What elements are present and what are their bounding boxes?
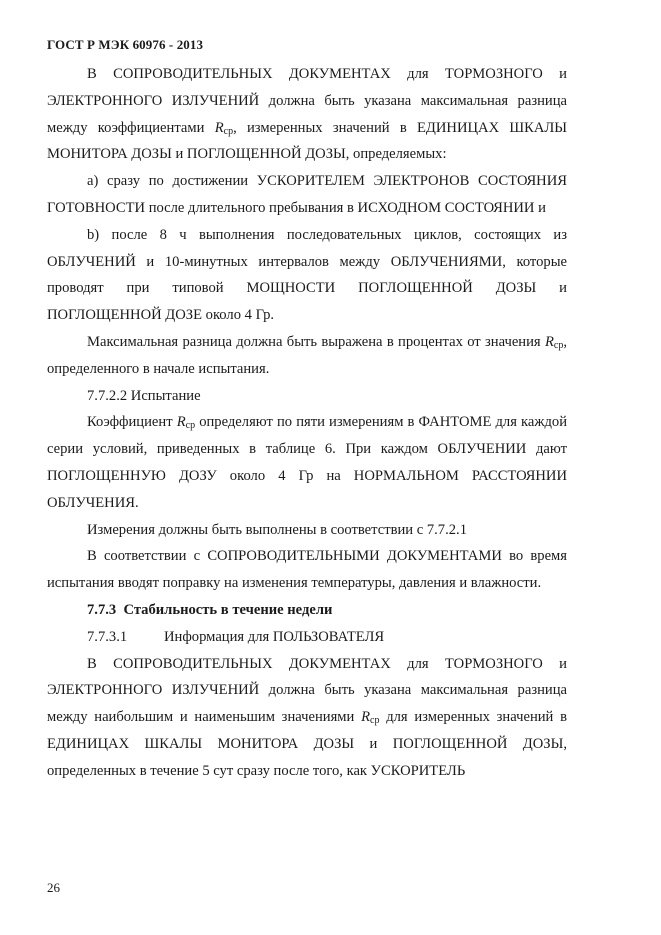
paragraph-4-text-a: Максимальная разница должна быть выражена в процентах от значения xyxy=(87,333,545,350)
r-subscript: ср xyxy=(223,125,234,137)
section-title: Информация для ПОЛЬЗОВАТЕЛЯ xyxy=(164,628,385,645)
paragraph-1-text-a: В СОПРОВОДИТЕЛЬНЫХ ДОКУМЕНТАХ для ТОРМОЗНОГО и ЭЛЕКТРОННОГО ИЗЛУЧЕНИЙ должна быть указана максимальная разница между коэффициентами xyxy=(47,66,567,136)
paragraph-6-text-a: Коэффициент xyxy=(87,414,177,431)
document-body xyxy=(47,61,567,785)
section-title: Стабильность в течение недели xyxy=(123,601,333,618)
paragraph-11-text-a: В СОПРОВОДИТЕЛЬНЫХ ДОКУМЕНТАХ для ТОРМОЗНОГО и ЭЛЕКТРОННОГО ИЗЛУЧЕНИЙ должна быть указана максимальная разница между наибольшим и наименьшим значениями xyxy=(47,655,567,726)
paragraph-3: b) после 8 ч выполнения последовательных циклов, состоящих из ОБЛУЧЕНИЙ и 10-минутных интервалов между ОБЛУЧЕНИЯМИ, которые проводят при типовой МОЩНОСТИ ПОГЛОЩЕННОЙ ДОЗЫ и ПОГЛОЩЕННОЙ ДОЗЕ около 4 Гр. xyxy=(47,226,567,324)
paragraph-1-text-b: , измеренных значений в ЕДИНИЦАХ ШКАЛЫ МОНИТОРА ДОЗЫ и ПОГЛОЩЕННОЙ ДОЗЫ, определяемых: xyxy=(47,119,567,163)
paragraph-2: а) сразу по достижении УСКОРИТЕЛЕМ ЭЛЕКТРОНОВ СОСТОЯНИЯ ГОТОВНОСТИ после длительного пребывания в ИСХОДНОМ СОСТОЯНИИ и xyxy=(47,173,567,216)
page-number: 26 xyxy=(47,880,60,895)
section-7-7-3-1-heading xyxy=(47,624,567,651)
r-symbol: R xyxy=(361,709,370,726)
paragraph-4-text-b: , определенного в начале испытания. xyxy=(47,333,567,377)
r-subscript: ср xyxy=(370,715,380,727)
section-7-7-2-2-heading: 7.7.2.2 Испытание xyxy=(87,387,201,404)
section-number: 7.7.3.1 xyxy=(87,628,128,645)
section-number: 7.7.3 xyxy=(87,601,117,618)
paragraph-4 xyxy=(47,329,567,383)
r-subscript: ср xyxy=(185,420,196,432)
r-symbol: R xyxy=(214,119,224,136)
paragraph-6 xyxy=(47,409,567,516)
paragraph-8: В соответствии с СОПРОВОДИТЕЛЬНЫМИ ДОКУМЕНТАМИ во время испытания вводят поправку на изменения температуры, давления и влажности. xyxy=(47,548,567,592)
paragraph-11 xyxy=(47,651,567,785)
document-header: ГОСТ Р МЭК 60976 - 2013 xyxy=(47,37,204,52)
section-7-7-3-heading xyxy=(47,597,567,624)
paragraph-6-text-b: определяют по пяти измерениям в ФАНТОМЕ для каждой серии условий, приведенных в таблице 6. При каждом ОБЛУЧЕНИИ дают ПОГЛОЩЕННУЮ ДОЗУ около 4 Гр на НОРМАЛЬНОМ РАССТОЯНИИ ОБЛУЧЕНИЯ. xyxy=(47,414,567,511)
paragraph-11-text-b: для измеренных значений в ЕДИНИЦАХ ШКАЛЫ МОНИТОРА ДОЗЫ и ПОГЛОЩЕННОЙ ДОЗЫ, определенных в течение 5 сут сразу после того, как УСКОРИТЕЛЬ xyxy=(47,709,567,779)
r-subscript: ср xyxy=(553,339,564,351)
r-symbol: R xyxy=(544,333,554,350)
paragraph-7: Измерения должны быть выполнены в соответствии с 7.7.2.1 xyxy=(87,521,467,538)
paragraph-1 xyxy=(47,61,567,168)
r-symbol: R xyxy=(176,414,186,431)
